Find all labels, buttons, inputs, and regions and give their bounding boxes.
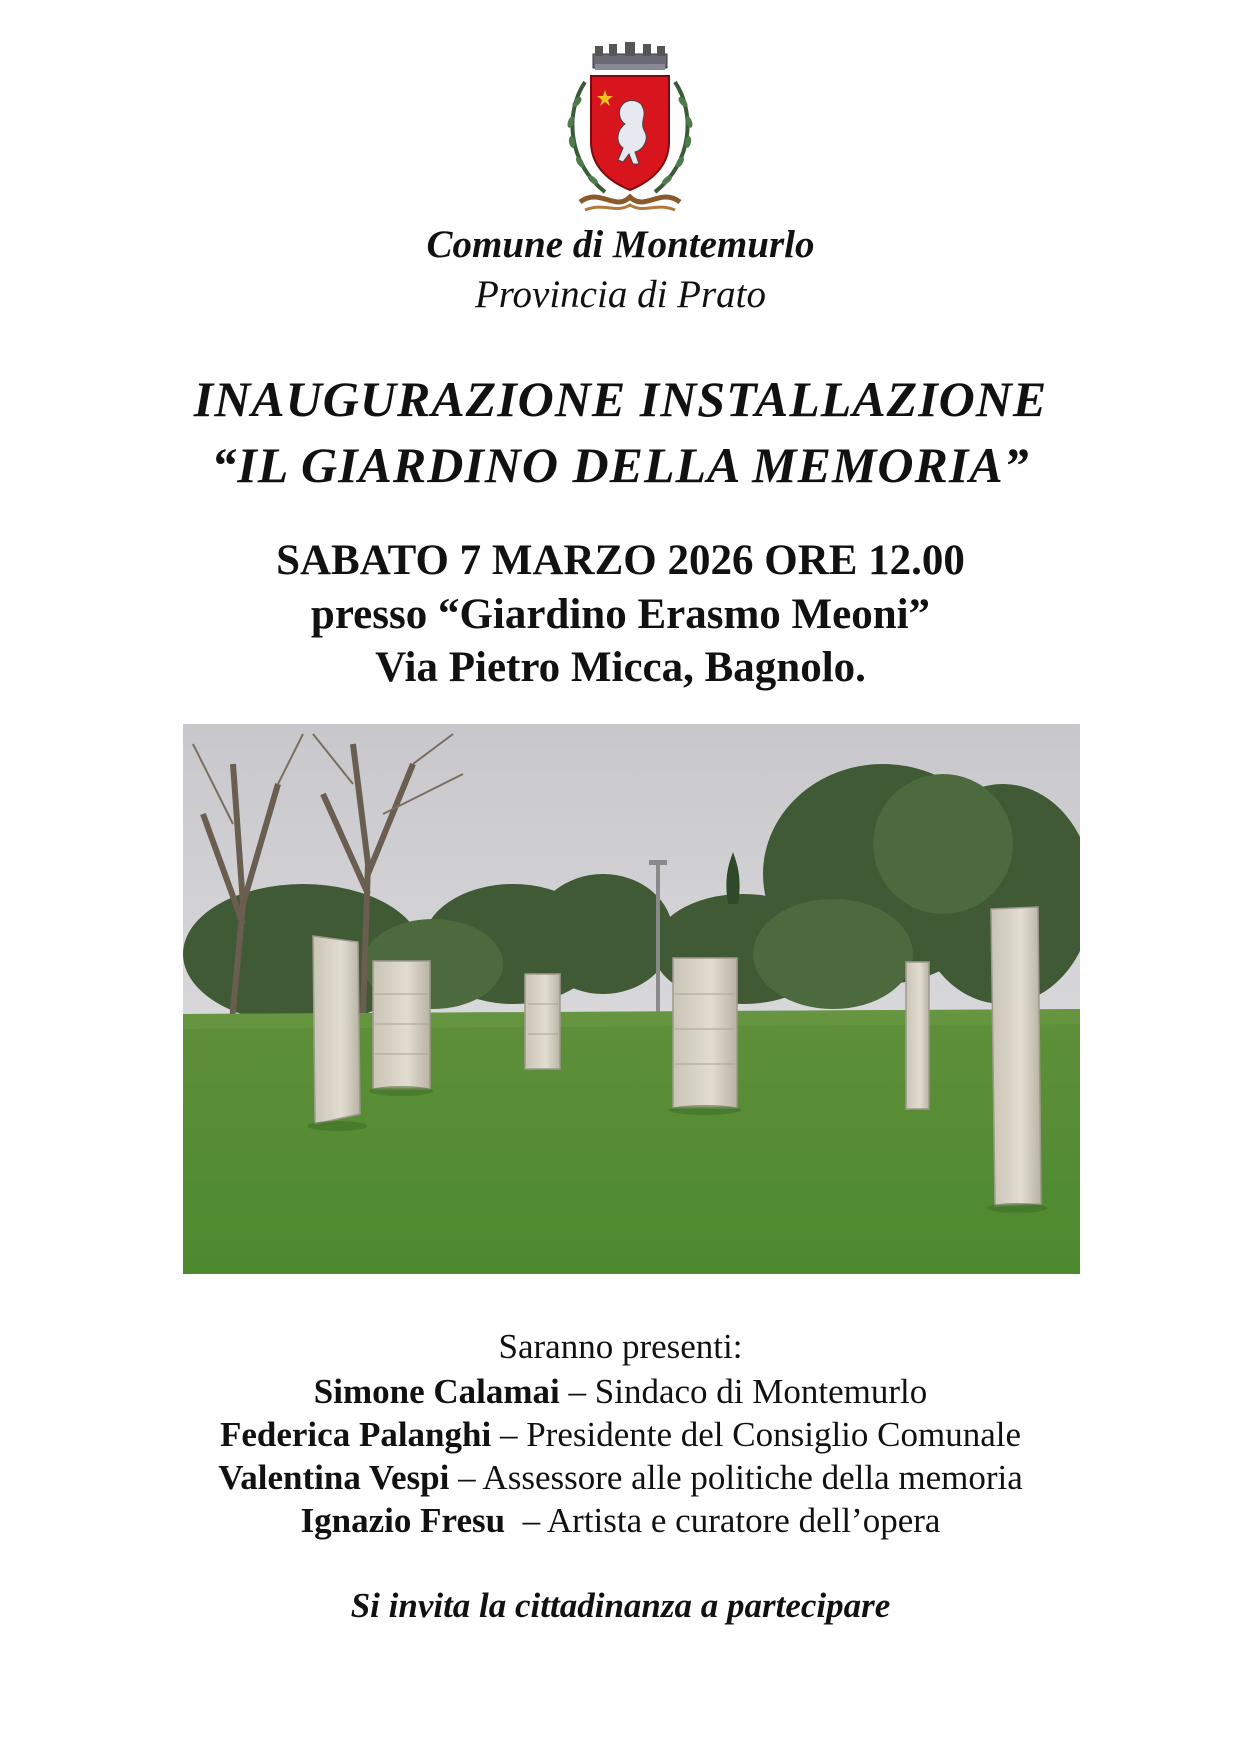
provincia-name: Provincia di Prato [474,273,766,316]
attendee-name: Simone Calamai [313,1372,560,1411]
attendee-name: Ignazio Fresu [300,1501,506,1540]
attendees-list [0,1370,1241,1542]
garden-photo [183,724,1080,1274]
attendee-role: – Sindaco di Montemurlo [559,1372,928,1411]
list-item [0,1413,1241,1456]
list-item [0,1370,1241,1413]
attendee-name: Federica Palanghi [219,1415,492,1454]
event-title-line2: “IL GIARDINO DELLA MEMORIA” [211,437,1030,493]
coat-of-arms-icon [555,42,705,217]
attendee-role: – Artista e curatore dell’opera [505,1501,941,1540]
attendee-role: – Assessore alle politiche della memoria [449,1458,1023,1497]
event-title-line1: INAUGURAZIONE INSTALLAZIONE [193,371,1048,427]
comune-name: Comune di Montemurlo [426,223,815,266]
event-address: Via Pietro Micca, Bagnolo. [375,644,866,691]
attendee-name: Valentina Vespi [218,1458,450,1497]
list-item [0,1456,1241,1499]
attendees-intro: Saranno presenti: [498,1327,743,1366]
event-venue: presso “Giardino Erasmo Meoni” [310,591,931,638]
closing-invitation: Si invita la cittadinanza a partecipare [350,1586,891,1625]
attendee-role: – Presidente del Consiglio Comunale [491,1415,1022,1454]
list-item [0,1499,1241,1542]
event-date-time: SABATO 7 MARZO 2026 ORE 12.00 [276,537,965,584]
